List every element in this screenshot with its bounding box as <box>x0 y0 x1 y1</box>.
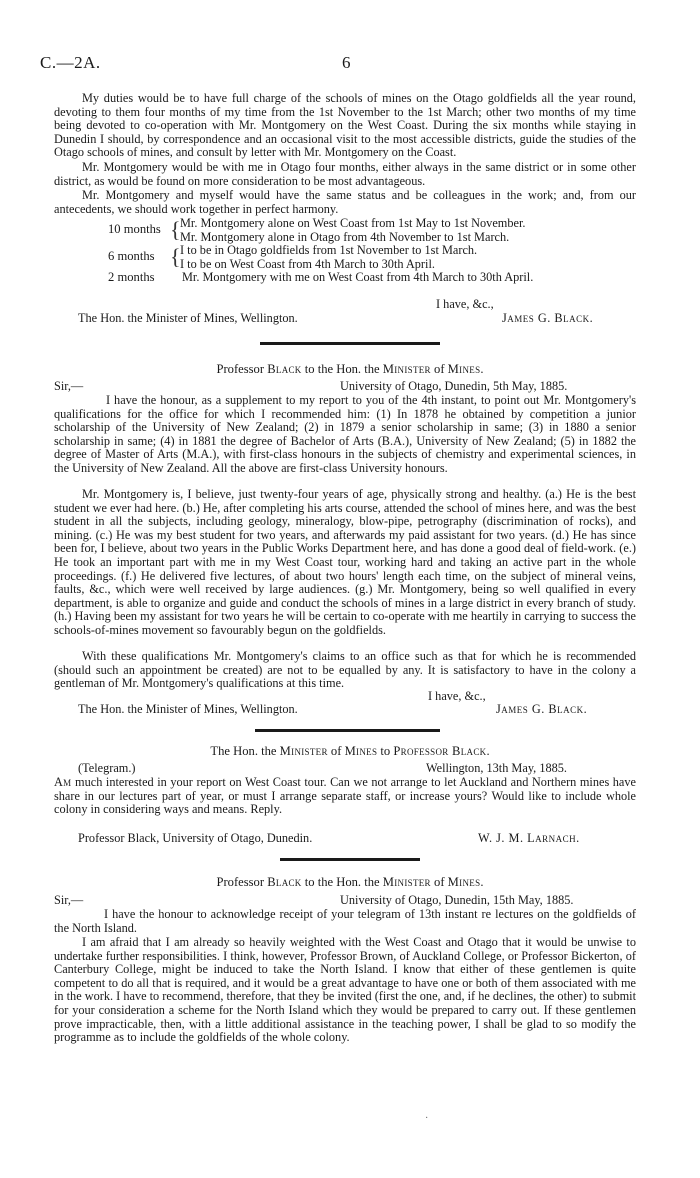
letter1-paragraph <box>54 161 636 188</box>
signature: W. J. M. Larnach. <box>478 831 580 845</box>
letter4-paragraph-text: I am afraid that I am already so heavily weighted with the West Coast and Otago that it would be unwise to undertake further responsibilities. I think, however, Professor Brown, of Auckland College, or Professor Bickerton, of Canterbury College, might be induced to take the North Island. I know that either of these gentlemen is quite competent to do all that is required, and it would be a great advantage to have one or both of them associated with me in the work. I have to recommend, therefore, that they be invited (first the one, and, if he declines, the other) to submit for your consideration a scheme for the North Island which they would be prepared to carry out. If these gentlemen prove impracticable, then, with a little additional assistance in the teaching power, I shall be glad to so modify the programme as to include the goldfields of the whole colony. <box>54 935 636 1045</box>
brace-mark: { <box>170 244 181 269</box>
schedule-line: Mr. Montgomery alone on West Coast from 1st May to 1st November. <box>180 216 526 230</box>
schedule-period: 2 months <box>108 270 155 284</box>
telegram-label: (Telegram.) <box>78 761 136 775</box>
schedule-row <box>108 271 608 285</box>
page-number: 6 <box>342 53 351 72</box>
schedule-line: I to be on West Coast from 4th March to 30th April. <box>180 256 435 271</box>
letter1-paragraph-text: Mr. Montgomery would be with me in Otago four months, either always in the same district or in some other district, as would be found on more consideration to be most advantageous. <box>54 160 636 188</box>
letter1-paragraph <box>54 189 636 216</box>
schedule-row <box>108 244 608 271</box>
signature: James G. Black. <box>502 311 594 325</box>
schedule-line: Mr. Montgomery with me on West Coast from 4th March to 30th April. <box>182 270 534 284</box>
signoff <box>78 832 638 846</box>
letter4-paragraph <box>54 908 636 935</box>
signoff <box>78 703 638 717</box>
document-reference: C.—2A. <box>40 53 101 72</box>
section-divider <box>255 729 440 732</box>
letter2-paragraph <box>54 650 636 691</box>
section-divider <box>280 858 420 861</box>
letter-date: University of Otago, Dunedin, 5th May, 1885. <box>340 379 568 393</box>
letter4-paragraph-text: I have the honour to acknowledge receipt of your telegram of 13th instant re lectures on the goldfields of the North Island. <box>54 907 636 935</box>
salutation-date-row <box>54 894 636 908</box>
addressee: The Hon. the Minister of Mines, Wellington. <box>78 311 298 325</box>
signature: James G. Black. <box>496 702 588 716</box>
letter1-paragraph-text: Mr. Montgomery and myself would have the same status and be colleagues in the work; and, from our antecedents, we should work together in perfect harmony. <box>54 188 636 216</box>
salutation: Sir,— <box>54 379 84 393</box>
letter-date: University of Otago, Dunedin, 15th May, 1885. <box>340 893 574 907</box>
salutation: Sir,— <box>54 893 84 907</box>
addressee: The Hon. the Minister of Mines, Wellington. <box>78 702 298 716</box>
schedule-line: I to be in Otago goldfields from 1st November to 1st March. <box>180 243 478 257</box>
letter2-paragraph-text: I have the honour, as a supplement to my report to you of the 4th instant, to point out Mr. Montgomery's qualifications for the office for which I recommended him: (1) In 1878 he obtained by competition a junior scholarship of the University of New Zealand; (2) in 1879 a senior scholarship in same; (3) in 1880 a senior scholarship in same; (4) in 1881 the degree of Bachelor of Arts (B.A.), University of New Zealand; (5) in 1882 the degree of Master of Arts (M.A.), with first-class honours in the subjects of chemistry and experimental sciences, in the University of New Zealand. All the above are first-class University honours. <box>54 393 636 475</box>
telegram-body: Am much interested in your report on West Coast tour. Can we not arrange to let Auckland and Northern mines have share in our lectures part of year, or must I arrange separate staff, or increase yours? Would like to include whole colony in considering ways and means. Reply. <box>54 775 636 817</box>
addressee: Professor Black, University of Otago, Dunedin. <box>78 831 313 845</box>
signoff <box>78 312 638 326</box>
letter-date: Wellington, 13th May, 1885. <box>426 761 567 775</box>
letter2-paragraph <box>54 394 636 476</box>
salutation-date-row <box>54 380 636 394</box>
stray-mark: · <box>425 1113 429 1124</box>
page-header <box>40 52 680 76</box>
letter4-title: Professor Black to the Hon. the Minister of Mines. <box>216 875 484 889</box>
brace-mark: { <box>170 217 181 242</box>
closing-phrase: I have, &c., <box>428 689 486 703</box>
schedule-line: Mr. Montgomery alone in Otago from 4th November to 1st March. <box>180 229 510 244</box>
letter1-paragraph-text: My duties would be to have full charge of the schools of mines on the Otago goldfields all the year round, devoting to them four months of my time from the 1st November to the 1st March; other two months of my time being devoted to co-operation with Mr. Montgomery on the West Coast. During the six months while staying in Dunedin I should, by correspondence and an occasional visit to the most accessible districts, guide the studies of the Otago schools of mines, and consult by letter with Mr. Montgomery on the Coast. <box>54 91 636 160</box>
letter2-title: Professor Black to the Hon. the Minister of Mines. <box>216 362 484 376</box>
schedule-period: 6 months <box>108 249 155 263</box>
letter3-title: The Hon. the Minister of Mines to Professor Black. <box>210 744 490 758</box>
schedule <box>108 217 608 285</box>
schedule-row <box>108 217 608 244</box>
letter2-paragraph <box>54 488 636 638</box>
letter2-paragraph-text: Mr. Montgomery is, I believe, just twenty-four years of age, physically strong and healthy. (a.) He is the best student we ever had here. (b.) He, after completing his arts course, attended the school of mines here, and was the best student in all the subjects, including geology, mineralogy, blow-pipe, petrography (discrimination of rocks), and mining. (c.) He was my best student for two years, and afterwards my paid assistant for two years. (d.) He has since been for, I believe, about two years in the Public Works Department here, and has done a good deal of field-work. (e.) He took an important part with me in my West Coast tour, working hard and taking an active part in the whole proceedings. (f.) He delivered five lectures, of about two hours' length each time, on the subject of mineral veins, faults, &c., which were well received by large audiences. (g.) Mr. Montgomery, being so well qualified in every department, is able to organize and guide and conduct the schools of mines in a large district in every branch of study. (h.) Having been my assistant for two years he will be certain to co-operate with me heartily in carrying to success the schools-of-mines movement so favourably begun on the goldfields. <box>54 487 636 637</box>
letter4-paragraph <box>54 936 636 1045</box>
closing-phrase: I have, &c., <box>436 297 494 311</box>
schedule-period: 10 months <box>108 222 161 236</box>
letter2-paragraph-text: With these qualifications Mr. Montgomery's claims to an office such as that for which he is recommended (should such an appointment be created) are not to be equalled by any. It is satisfactory to have in the colony a gentleman of Mr. Montgomery's qualifications at this time. <box>54 649 636 691</box>
telegram-date-row <box>54 762 636 776</box>
section-divider <box>260 342 440 345</box>
letter1-paragraph <box>54 92 636 160</box>
